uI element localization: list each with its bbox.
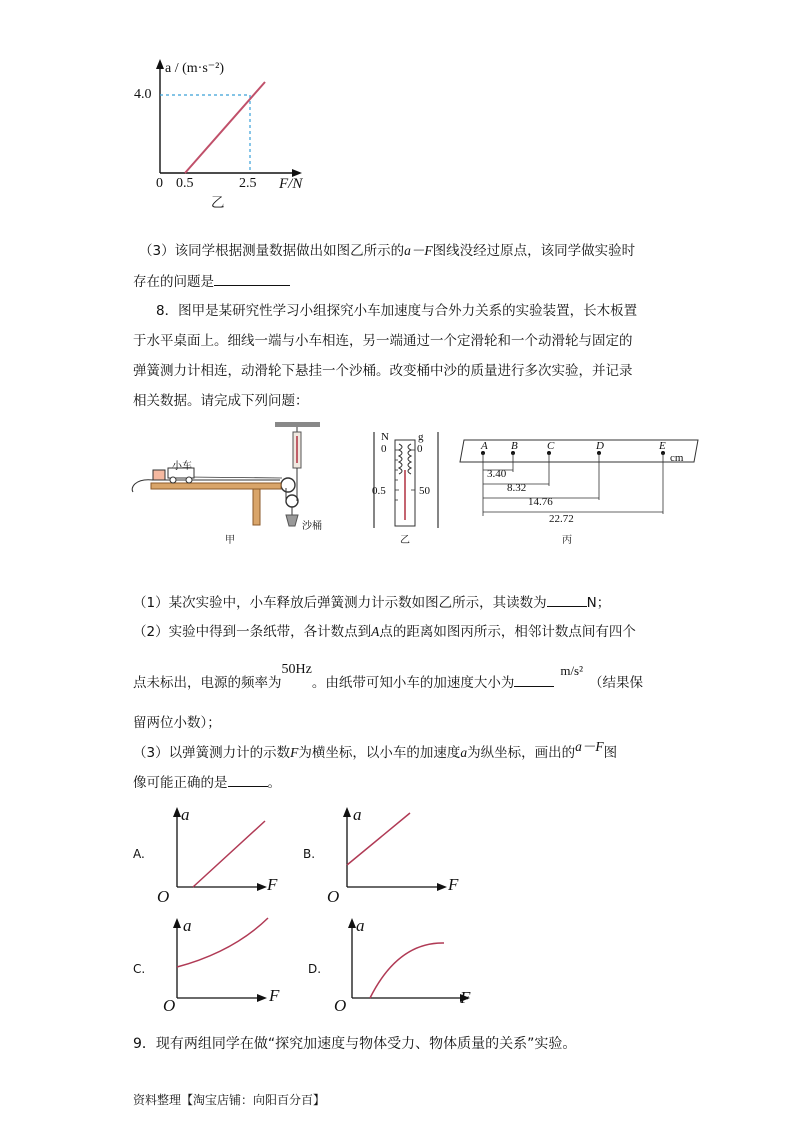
scale-left-0: 0 [381,443,387,455]
q7-var: a－F [404,243,433,258]
option-a-origin: O [157,887,170,906]
figure-jia [125,418,325,533]
option-d-y: a [356,916,365,935]
fixed-pulley [281,478,295,492]
answer-blank-force[interactable] [547,592,587,607]
q8-p1-unit: N； [586,595,611,611]
q8-p3-end: 。 [267,775,281,791]
option-c[interactable] [133,912,293,1017]
option-a-label: A. [133,847,145,861]
q8-p1-text: （1）某次实验中，小车释放后弹簧测力计示数如图乙所示，其读数为 [133,595,547,611]
x-tick-0: 0 [156,176,163,191]
footer: 资料整理【淘宝店铺：向阳百分百】 [133,1093,326,1107]
option-b-label: B. [303,847,316,861]
q8-p2-freq: 50Hz [281,662,312,677]
q8-p2-text-e: （结果保 [589,675,644,691]
ceiling [275,422,320,427]
table-leg [253,489,260,525]
q7-text-a: （3）该同学根据测量数据做出如图乙所示的 [139,243,405,259]
q8-p3-text-b: 为横坐标，以小车的加速度 [298,745,461,761]
string [188,477,282,478]
q8-p3-text-c: 为纵坐标，画出的 [467,745,576,761]
y-tick-label: 4.0 [134,87,152,102]
figure-bing-tape [458,436,703,526]
q8-line1: 8．图甲是某研究性学习小组探究小车加速度与合外力关系的实验装置，长木板置 [156,303,638,319]
q8-p2-text-c: 点未标出，电源的频率为 [133,675,282,691]
sand-bucket [286,515,298,526]
q8-p3-a: a [460,745,468,760]
figure-yi-scale [368,430,448,530]
car-label: 小车 [172,461,192,472]
moving-pulley [286,495,298,507]
q8-p2-A: A [371,624,380,639]
scale-left-unit: N [381,431,389,443]
scale-right-unit: g [418,431,424,443]
option-c-y: a [183,916,192,935]
x-axis-label: F/N [279,176,303,192]
tape-unit: cm [670,452,684,464]
q8-p3-var: a－F [575,739,604,754]
option-b-origin: O [327,887,340,906]
option-b[interactable] [303,805,473,910]
scale-left-0.5: 0.5 [372,485,386,497]
q8-p2-text-a: （2）实验中得到一条纸带，各计数点到 [133,624,372,640]
option-a-y: a [181,805,190,824]
distance-8.32: 8.32 [507,482,527,494]
option-a-line [193,821,265,887]
q7-part3-line2 [133,271,290,292]
q8-p3-F: F [290,745,299,760]
x-tick-0.5: 0.5 [176,176,194,191]
tape-label-C: C [547,440,555,452]
q8-part2-line3: 留两位小数）； [133,715,221,731]
y-axis-arrow [156,59,164,69]
option-c-origin: O [163,996,176,1015]
q8-p3-text-a: （3）以弹簧测力计的示数 [133,745,291,761]
option-b-y: a [353,805,362,824]
option-a-x: F [267,875,278,894]
tape-label-D: D [596,440,604,452]
board [151,483,281,489]
q8-line4: 相关数据。请完成下列问题： [133,393,309,409]
q8-part3-line1 [133,739,618,763]
graph-caption: 乙 [211,195,225,211]
option-d-origin: O [334,996,347,1015]
q7-text-c: 存在的问题是 [133,274,214,290]
tape-label-E: E [659,440,666,452]
tape-label-B: B [511,440,518,452]
answer-blank-accel[interactable] [514,672,554,687]
q8-line2: 于水平桌面上。细线一端与小车相连，另一端通过一个定滑轮和一个动滑轮与固定的 [133,333,633,349]
q8-part3-line2 [133,772,281,793]
answer-blank-choice[interactable] [228,772,268,787]
q8-p2-unit: m/s² [560,663,584,678]
tape-label-A: A [481,440,488,452]
option-d-label: D. [308,962,322,976]
scale-right-0: 0 [417,443,423,455]
x-tick-2.5: 2.5 [239,176,257,191]
timer [153,470,165,480]
data-line [185,82,265,173]
q8-p2-text-b: 点的距离如图丙所示，相邻计数点间有四个 [379,624,636,640]
q7-text-b: 图线没经过原点，该同学做实验时 [432,243,636,259]
q8-part2-line2 [133,662,644,694]
option-c-label: C. [133,962,146,976]
jia-caption: 甲 [225,535,235,546]
tape [132,480,153,492]
answer-blank[interactable] [214,271,290,286]
option-a[interactable] [133,805,293,910]
distance-22.72: 22.72 [549,513,574,525]
q8-part2-line1 [133,622,636,642]
option-d-curve [370,943,444,998]
distance-3.40: 3.40 [487,468,507,480]
q8-p2-text-d: 。由纸带可知小车的加速度大小为 [311,675,515,691]
bing-caption: 丙 [562,535,572,546]
option-c-x: F [269,986,280,1005]
option-d-x: F [460,988,471,1007]
q8-p3-text-e: 像可能正确的是 [133,775,228,791]
q8-line3: 弹簧测力计相连，动滑轮下悬挂一个沙桶。改变桶中沙的质量进行多次实验，并记录 [133,363,633,379]
bucket-label: 沙桶 [302,521,322,532]
yi-scale-caption: 乙 [400,535,410,546]
distance-14.76: 14.76 [528,496,553,508]
q8-p3-text-d: 图 [603,745,618,761]
option-d[interactable] [308,912,478,1017]
scale-right-50: 50 [419,485,430,497]
option-b-x: F [448,875,459,894]
y-axis-label: a / (m·s⁻²) [165,61,225,76]
q8-part1 [133,592,610,613]
q7-part3-line1 [139,241,635,261]
q9-text: 9．现有两组同学在做“探究加速度与物体受力、物体质量的关系”实验。 [133,1036,577,1052]
